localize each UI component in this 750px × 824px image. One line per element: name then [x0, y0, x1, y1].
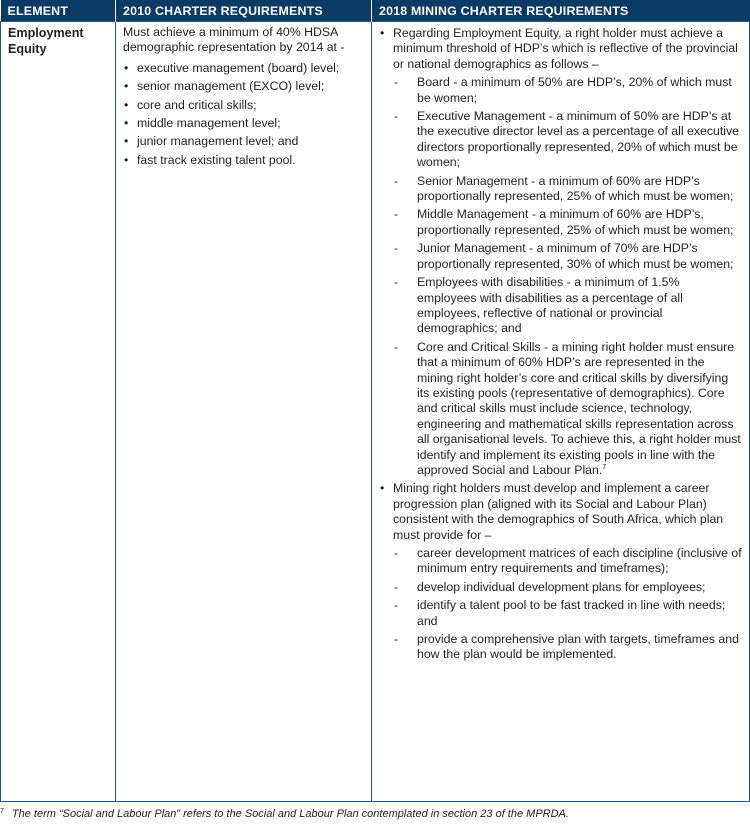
- dash-icon: -: [394, 75, 399, 90]
- dash-icon: -: [394, 241, 399, 256]
- bullet-icon: •: [124, 79, 129, 94]
- bullet-icon: •: [380, 26, 385, 40]
- charter-2010-list: [123, 61, 364, 168]
- charter-2010-cell: [116, 22, 372, 802]
- list-item: - career development matrices of each discipline (inclusive of minimum entry requirements and timeframes);: [394, 546, 742, 576]
- header-2018-charter: 2018 MINING CHARTER REQUIREMENTS: [372, 0, 750, 22]
- list-item: • middle management level;: [124, 116, 281, 131]
- dash-icon: -: [394, 275, 399, 290]
- footnote: [0, 808, 569, 820]
- list-item: • fast track existing talent pool.: [124, 152, 296, 167]
- list-item: - identify a talent pool to be fast tracked in line with needs; and: [394, 598, 726, 628]
- table-row: [1, 22, 750, 802]
- list-item: - Senior Management - a minimum of 60% are HDP’s proportionally represented, 25% of which must be women;: [394, 173, 734, 204]
- career-progression-text: Mining right holders must develop and implement a career progression plan (aligned with its Social and Labour Plan) consistent with the demographics of South Africa, which plan must provide for –: [393, 481, 724, 542]
- list-item: - Middle Management - a minimum of 60% are HDP’s, proportionally represented, 25% of which must be women;: [394, 207, 734, 237]
- list-item: - Core and Critical Skills - a mining right holder must ensure that a minimum of 60% HDP’s are represented in the mining right holder’s core and critical skills by diversifying its existing pools (representative of demographics). Core and critical skills must include science, technology, engineering and mathematical skills representation across all organisational levels. To achieve this, a right holder must identify and implement its existing pools in line with the approved Social and Labour Plan.$^7$: [394, 339, 741, 477]
- dash-icon: -: [394, 632, 399, 647]
- dash-icon: -: [394, 173, 399, 188]
- list-item: • executive management (board) level;: [124, 60, 340, 75]
- bullet-icon: •: [124, 116, 129, 131]
- list-item: - provide a comprehensive plan with targets, timeframes and how the plan would be implemented.: [394, 632, 739, 662]
- header-2010-charter: 2010 CHARTER REQUIREMENTS: [116, 0, 372, 22]
- dash-icon: -: [394, 339, 399, 354]
- bullet-icon: •: [380, 481, 385, 496]
- list-item: - Junior Management - a minimum of 70% are HDP’s proportionally represented, 30% of which must be women;: [394, 241, 734, 271]
- dash-icon: -: [394, 546, 399, 560]
- dash-icon: -: [394, 109, 399, 124]
- header-element: ELEMENT: [1, 0, 116, 22]
- employment-equity-threshold-text: Regarding Employment Equity, a right holder must achieve a minimum threshold of HDP’s which is reflective of the provincial or national demographics as follows –: [393, 26, 738, 71]
- charter-2018-list: [379, 26, 742, 663]
- footnote-marker: 7: [0, 808, 4, 815]
- dash-icon: -: [394, 207, 399, 222]
- bullet-icon: •: [124, 60, 129, 75]
- charter-2018-cell: [372, 22, 750, 802]
- bullet-icon: •: [124, 134, 129, 149]
- list-item: - Employees with disabilities - a minimum of 1.5% employees with disabilities as a percentage of all employees, reflective of national or provincial demographics; and: [394, 275, 683, 336]
- list-item: • senior management (EXCO) level;: [124, 79, 325, 94]
- dash-icon: -: [394, 579, 399, 594]
- dash-icon: -: [394, 598, 399, 613]
- career-plan-sublist: [393, 546, 742, 663]
- bullet-icon: •: [124, 97, 129, 112]
- list-item: [379, 26, 742, 478]
- list-item: • core and critical skills;: [124, 97, 257, 112]
- list-item: - develop individual development plans for employees;: [394, 579, 706, 594]
- list-item: [379, 481, 742, 662]
- footnote-text: The term “Social and Labour Plan” refers to the Social and Labour Plan contemplated in section 23 of the MPRDA.: [11, 808, 569, 820]
- bullet-icon: •: [124, 152, 129, 167]
- charter-2010-intro: Must achieve a minimum of 40% HDSA demographic representation by 2014 at -: [123, 25, 345, 55]
- list-item: • junior management level; and: [124, 134, 299, 149]
- threshold-sublist: [393, 75, 742, 478]
- list-item: - Board - a minimum of 50% are HDP’s, 20% of which must be women;: [394, 75, 732, 105]
- footnote-reference: 7: [602, 463, 607, 471]
- element-cell: Employment Equity: [1, 22, 116, 802]
- header-row: [1, 0, 750, 22]
- list-item: - Executive Management - a minimum of 50% are HDP’s at the executive director level as a percentage of all executive directors proportionally represented, 20% of which must be women;: [394, 109, 739, 170]
